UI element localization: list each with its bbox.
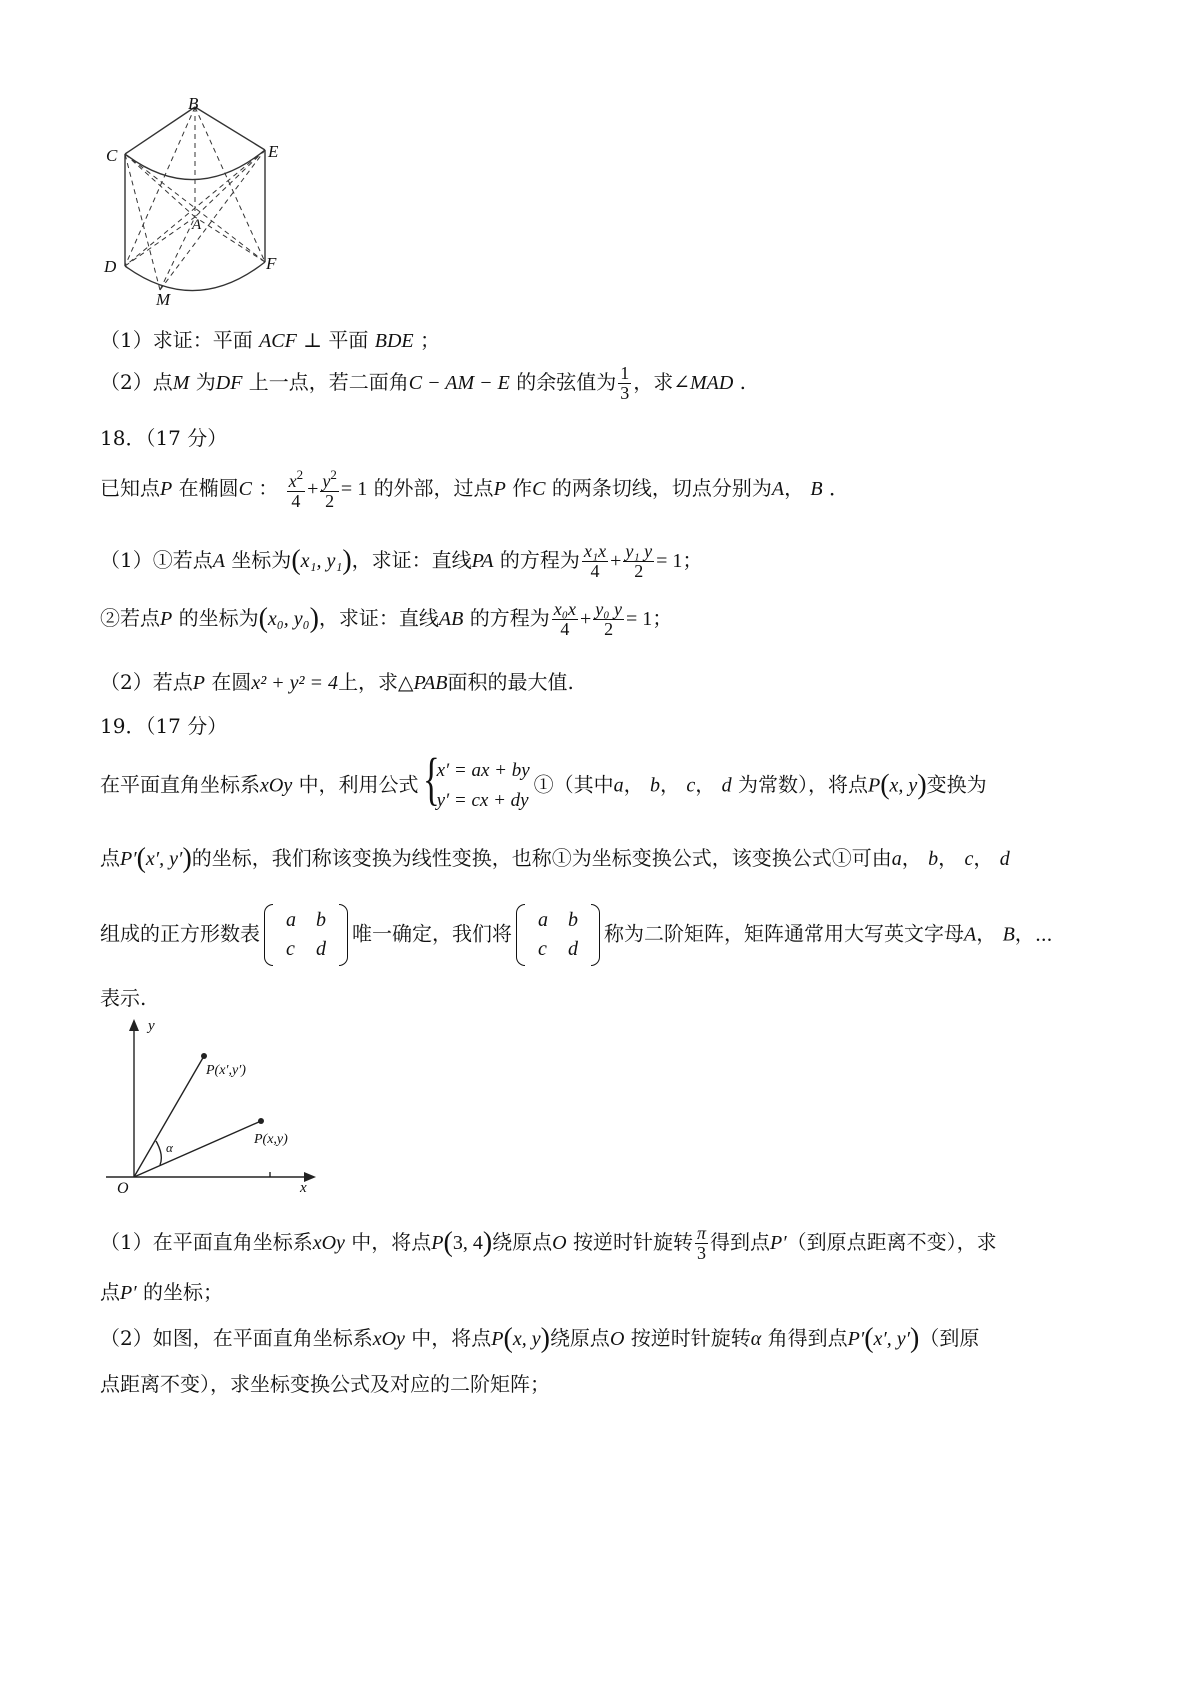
text: 角得到点 (767, 1326, 848, 1350)
text: ： (258, 475, 279, 500)
text: ，求证：直线 (318, 605, 439, 630)
q19-part2-line2: 点距离不变），求坐标变换公式及对应的二阶矩阵； (100, 1372, 550, 1396)
text: 组成的正方形数表 (100, 921, 260, 946)
q18-part1b: ②若点P 的坐标为(x₀, y₀)，求证：直线AB 的方程为 $\frac{\text{x₀x}}{4}$ + $\frac{\text{y₀ y}}{2}$ = 1； (100, 599, 673, 639)
text: 点 (100, 846, 120, 870)
point-p: P (493, 477, 506, 500)
coordinates-a: x₁, y₁ (300, 549, 343, 572)
plus: + (307, 477, 319, 500)
part-number: （2） (100, 369, 153, 394)
text: 上一点，若二面角 (248, 369, 409, 394)
point-p: P (160, 477, 173, 500)
text: ①若点 (152, 547, 213, 572)
text: 坐标为 (231, 547, 292, 572)
text: 点 (100, 1280, 120, 1304)
q18-header: 18．（17 分） (100, 426, 228, 450)
label-F: F (266, 254, 277, 273)
q19-header: 19．（17 分） (100, 714, 228, 738)
text: 的坐标为 (178, 605, 259, 630)
p-label: P(x,y) (254, 1132, 288, 1147)
tangent-term-x: $\frac{\text{x₁x}}{4}$ (583, 541, 607, 581)
text: 如图，在平面直角坐标系 (152, 1326, 373, 1350)
q19-part2: （2）如图，在平面直角坐标系xOy 中，将点P(x, y)绕原点O 按逆时针旋转α 角得到点P′(x′, y′)（到原 (100, 1323, 980, 1354)
part-number: （1） (100, 328, 153, 352)
text: （到原 (919, 1326, 980, 1350)
label-E: E (268, 142, 279, 161)
fraction-pi-3: $\frac{\pi}{3}$ (696, 1223, 707, 1263)
point-p: P (192, 672, 205, 694)
label-C: C (106, 146, 118, 165)
label-D: D (104, 257, 117, 276)
text: ， (784, 475, 805, 500)
point-b: B (810, 477, 823, 500)
line-ab: AB (438, 607, 464, 630)
text: 点 (152, 369, 173, 394)
ellipse-c: C (532, 477, 546, 500)
ellipse-term-x: $\frac{x^2}{4}$ (288, 467, 304, 511)
text: 的余弦值为 (516, 369, 617, 394)
text: ，求证：直线 (351, 547, 472, 572)
p-prime-label: P(x′,y′) (206, 1063, 246, 1078)
tangent-term-y: $\frac{\text{y₁ y}}{2}$ (625, 541, 653, 581)
equals-one: = 1； (656, 549, 703, 572)
y-axis-label: y (148, 1018, 155, 1034)
text: ②若点 (100, 605, 160, 630)
part-number: （1） (100, 1229, 153, 1254)
text: （到原点距离不变），求 (786, 1229, 997, 1254)
plane-bde: BDE (374, 330, 414, 352)
q19-line2: 点P′(x′, y′)的坐标，我们称该变换为线性变换，也称①为坐标变换公式，该变换公式①可由a， b， c， d (100, 843, 1010, 874)
text: 在平面直角坐标系 (152, 1229, 313, 1254)
part-number: （2） (100, 1326, 153, 1350)
circle-equation: x² + y² = 4 (251, 672, 339, 694)
text: 绕原点 (549, 1326, 610, 1350)
text: 求证：平面 (152, 328, 253, 352)
text: 中，将点 (411, 1326, 492, 1350)
cylinder-figure (95, 92, 305, 312)
matrix-abcd-2: a b c d (516, 902, 600, 968)
text: ，求 (633, 369, 674, 394)
x-axis-label: x (300, 1180, 307, 1196)
dihedral-angle: C − AM − E (408, 371, 510, 394)
fraction-one-third: $\frac{1}{3}$ (620, 363, 630, 403)
q19-part1: （1）在平面直角坐标系xOy 中，将点P(3, 4)绕原点O 按逆时针旋转 $\frac{\pi}{3}$ 得到点P′（到原点距离不变），求 (100, 1223, 997, 1263)
part-number: （1） (100, 547, 153, 572)
equals-one: = 1 (340, 477, 368, 500)
point-a: A (212, 549, 225, 572)
label-B: B (188, 94, 199, 113)
perp-symbol: ⊥ (303, 330, 323, 352)
arc-df: DF (215, 371, 243, 394)
ellipse-c: C (238, 477, 252, 500)
label-A: A (192, 217, 202, 233)
text: 的方程为 (469, 605, 550, 630)
text: 在平面直角坐标系 (100, 772, 260, 797)
q18-part1a: （1）①若点A 坐标为(x₁, y₁)，求证：直线PA 的方程为 $\frac{\text{x₁x}}{4}$ + $\frac{\text{y₁ y}}{2}$ = 1； (100, 541, 703, 581)
text: 为常数），将点 (738, 772, 868, 797)
text: 的坐标； (142, 1280, 223, 1304)
chord-term-x: $\frac{\text{x₀x}}{4}$ (553, 599, 576, 639)
q19-line1: 在平面直角坐标系xOy 中，利用公式 { x′ = ax + by y′ = cx + dy ①（其中a， b， c， d 为常数），将点P(x, y)变换为 (100, 756, 987, 816)
angle-mad: ∠MAD (673, 371, 734, 394)
text: 唯一确定，我们将 (352, 921, 512, 946)
text: 中，利用公式 (298, 772, 419, 797)
text: 中，将点 (351, 1229, 432, 1254)
text: ①（其中 (533, 772, 614, 797)
chord-term-y: $\frac{\text{y₀ y}}{2}$ (595, 599, 622, 639)
alpha-label: α (166, 1140, 173, 1155)
rotation-figure (98, 1015, 328, 1205)
point-p: P (160, 607, 173, 630)
line-pa: PA (471, 549, 494, 572)
text: 平面 (328, 328, 369, 352)
text: 绕原点 (492, 1229, 553, 1254)
part-number: （2） (100, 670, 153, 694)
point-m: M (172, 371, 190, 394)
text: 的坐标，我们称该变换为线性变换，也称①为坐标变换公式，该变换公式①可由 (191, 846, 892, 870)
ellipse-term-y: $\frac{y^2}{2}$ (322, 467, 337, 511)
triangle-pab: PAB (413, 672, 448, 694)
text: ； (420, 328, 441, 352)
coordinates-p: x₀, y₀ (267, 607, 310, 630)
label-M: M (156, 290, 171, 309)
text: 在椭圆 (178, 475, 239, 500)
q19-part1-line2: 点P′ 的坐标； (100, 1280, 223, 1304)
q19-line4: 表示. (100, 986, 147, 1010)
point-p: P (868, 774, 881, 797)
matrix-abcd: a b c d (264, 902, 348, 968)
text: 按逆时针旋转 (630, 1326, 751, 1350)
text: 的方程为 (499, 547, 580, 572)
text: 若点 (152, 670, 193, 694)
text: 在圆 (211, 670, 252, 694)
q18-part2 (100, 666, 574, 695)
equals-one: = 1； (625, 607, 673, 630)
text: 变换为 (926, 772, 987, 797)
point-p-prime: P′ (120, 848, 137, 870)
text: 为 (195, 369, 216, 394)
text: 的两条切线，切点分别为 (551, 475, 772, 500)
text: 上，求△ (338, 670, 414, 694)
text: 作 (512, 475, 533, 500)
point-a: A (771, 477, 785, 500)
text: 得到点 (710, 1229, 771, 1254)
q17-part1 (100, 324, 440, 353)
text: 面积的最大值. (447, 670, 574, 694)
origin-label: O (117, 1180, 129, 1197)
transform-system: { x′ = ax + by y′ = cx + dy (422, 746, 530, 811)
text: 已知点 (100, 475, 160, 500)
coordinate-system: xOy (260, 774, 293, 797)
text: ． (829, 475, 849, 500)
text: 的外部，过点 (373, 475, 494, 500)
text: 称为二阶矩阵，矩阵通常用大写英文字母 (604, 921, 964, 946)
text: . (739, 369, 747, 394)
q17-part2 (100, 364, 746, 403)
q18-intro (100, 468, 849, 511)
plane-acf: ACF (259, 330, 297, 352)
q19-line3: 组成的正方形数表 a b c d 唯一确定，我们将 a b c d 称为二阶矩阵，矩阵通常用大写英文字母A， B，⋯ (100, 902, 1053, 968)
text: 按逆时针旋转 (572, 1229, 693, 1254)
